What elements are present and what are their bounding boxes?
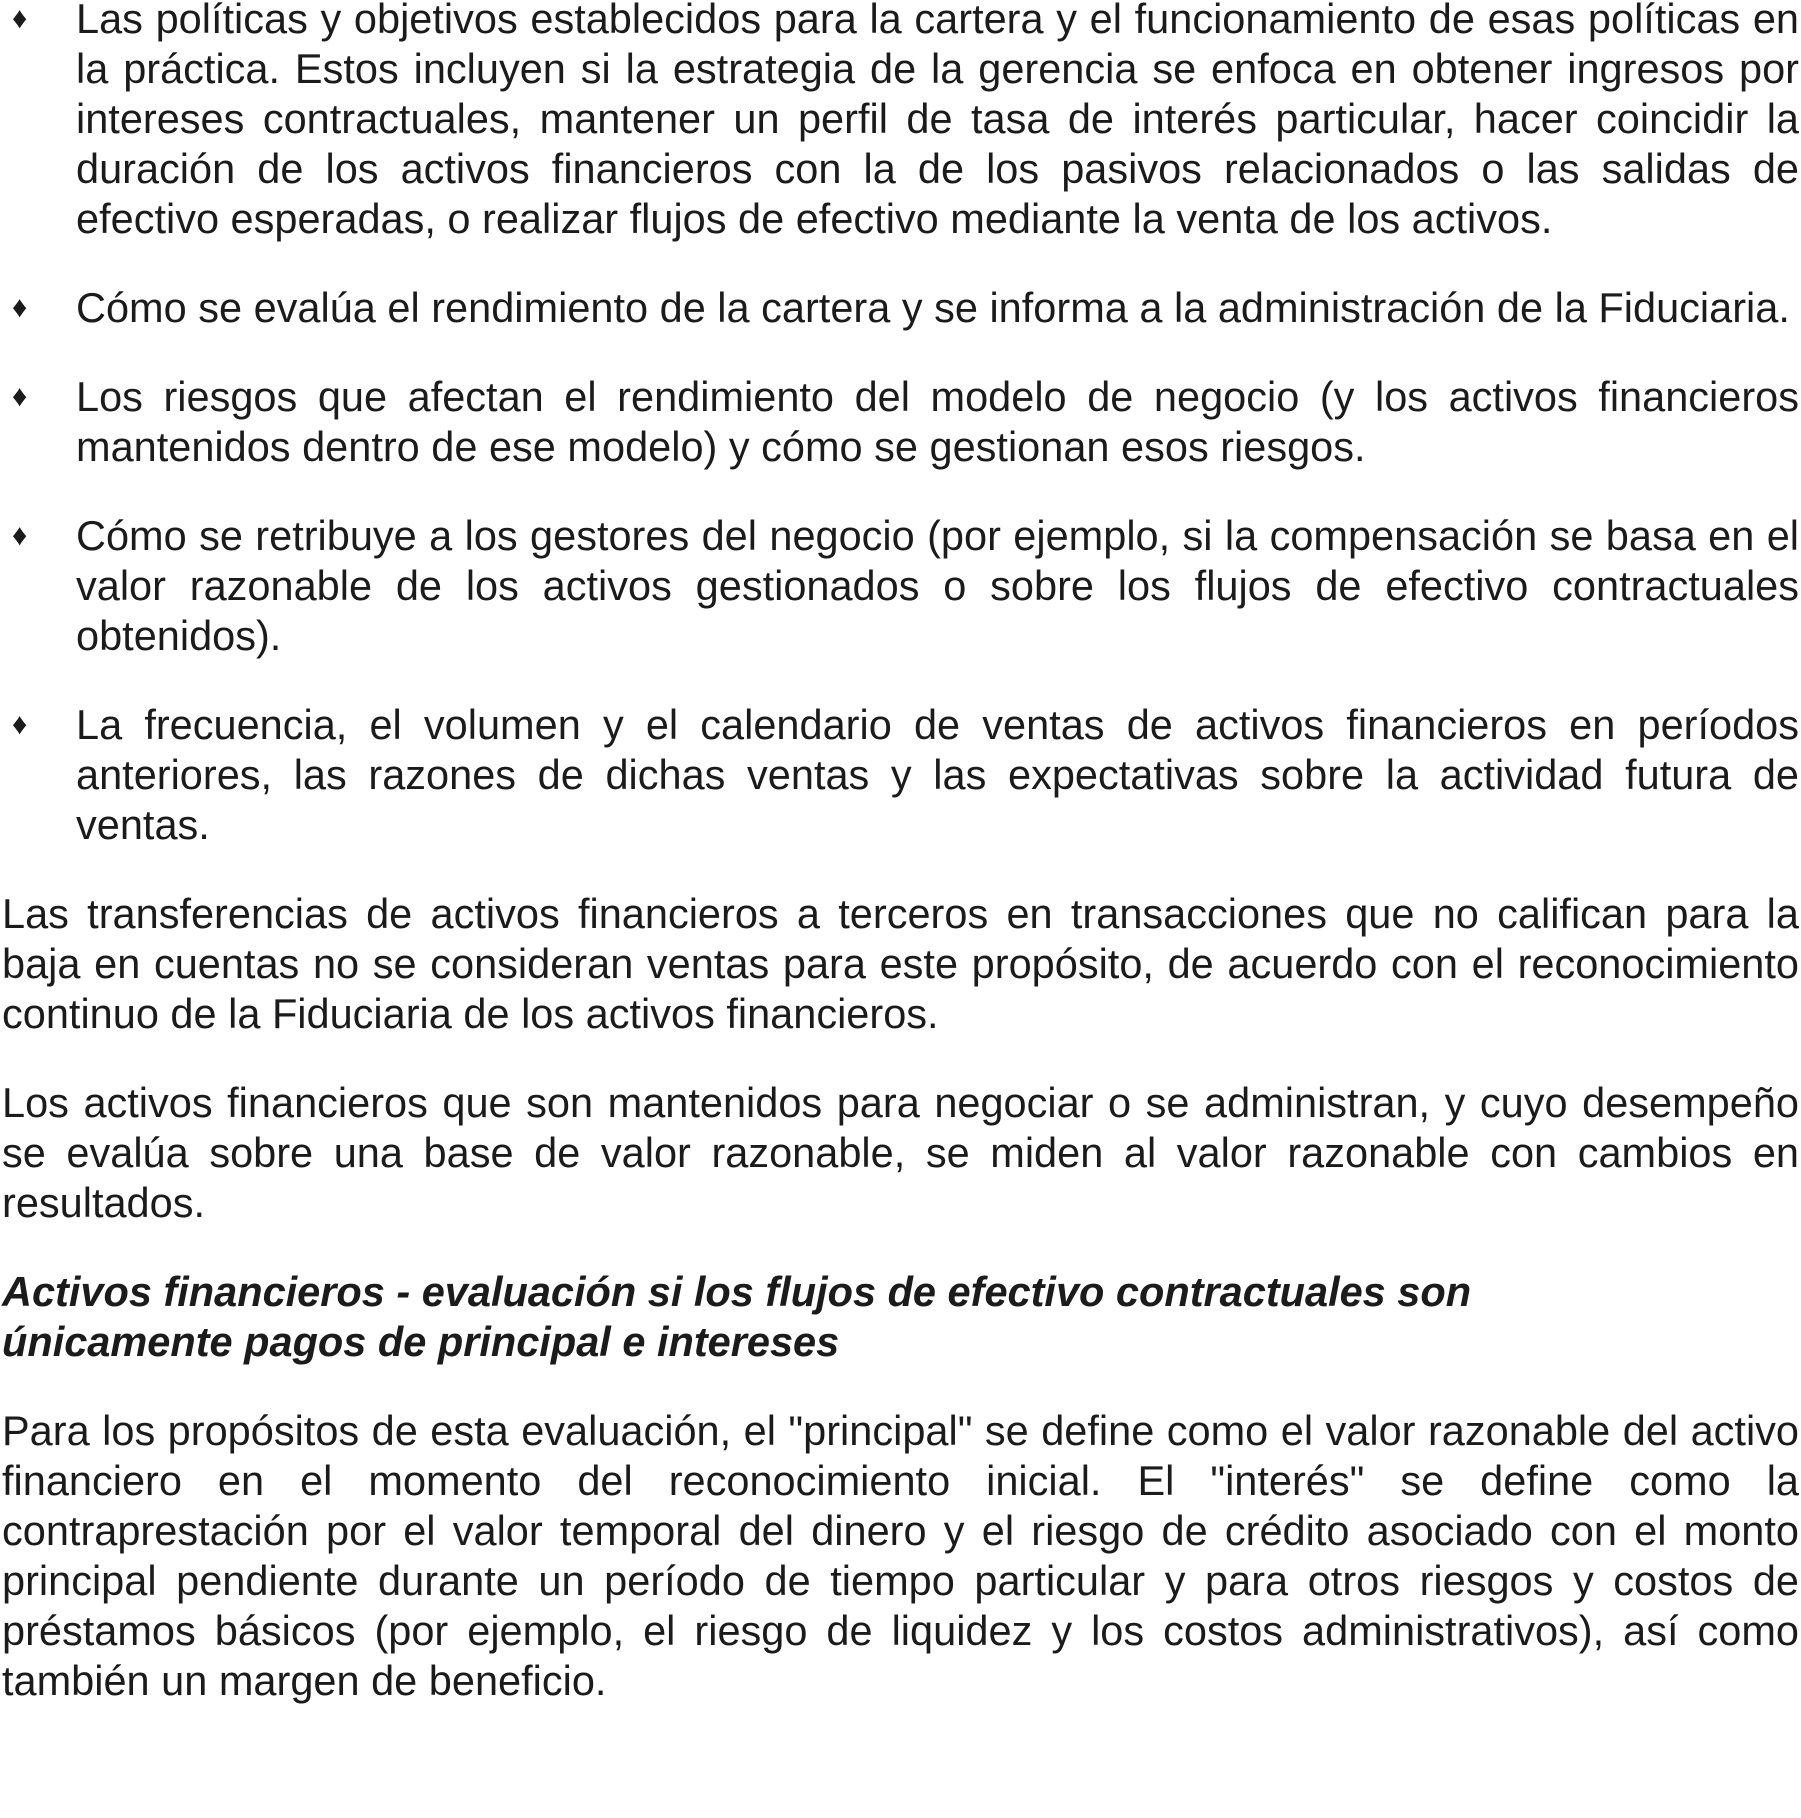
list-item [2,0,1799,244]
section-heading [2,1267,1799,1367]
section-heading-line-2: únicamente pagos de principal e intereses [2,1318,840,1365]
bullet-text: Cómo se retribuye a los gestores del negocio (por ejemplo, si la compensación se basa en el valor razonable de los activos gestionados o sobre los flujos de efectivo contractuales obtenidos). [76,512,1799,659]
bullet-text: La frecuencia, el volumen y el calendario de ventas de activos financieros en períodos anteriores, las razones de dichas ventas y las expectativas sobre la actividad futura de ventas. [76,701,1799,848]
document-page [2,0,1799,1745]
paragraph-principal-interest: Para los propósitos de esta evaluación, el "principal" se define como el valor razonable del activo financiero en el momento del reconocimiento inicial. El "interés" se define como la contraprestación por el valor temporal del dinero y el riesgo de crédito asociado con el monto principal pendiente durante un período de tiempo particular y para otros riesgos y costos de préstamos básicos (por ejemplo, el riesgo de liquidez y los costos administrativos), así como también un margen de beneficio. [2,1407,1799,1704]
bullet-list [2,0,1799,850]
list-item [2,511,1799,661]
diamond-bullet-icon: ♦ [12,708,28,741]
section-heading-line-1: Activos financieros - evaluación si los flujos de efectivo contractuales son [2,1268,1472,1315]
bullet-text: Las políticas y objetivos establecidos para la cartera y el funcionamiento de esas políticas en la práctica. Estos incluyen si la estrategia de la gerencia se enfoca en obtener ingresos por intereses contractuales, mantener un perfil de tasa de interés particular, hacer coincidir la duración de los activos financieros con la de los pasivos relacionados o las salidas de efectivo esperadas, o realizar flujos de efectivo mediante la venta de los activos. [76,0,1799,242]
diamond-bullet-icon: ♦ [12,519,28,552]
paragraph-transfers: Las transferencias de activos financieros a terceros en transacciones que no califican para la baja en cuentas no se consideran ventas para este propósito, de acuerdo con el reconocimiento continuo de la Fiduciaria de los activos financieros. [2,890,1799,1037]
bullet-text: Los riesgos que afectan el rendimiento del modelo de negocio (y los activos financieros mantenidos dentro de ese modelo) y cómo se gestionan esos riesgos. [76,373,1799,470]
list-item [2,700,1799,850]
list-item [2,283,1799,333]
diamond-bullet-icon: ♦ [12,2,28,35]
bullet-text: Cómo se evalúa el rendimiento de la cartera y se informa a la administración de la Fiduciaria. [76,284,1790,331]
diamond-bullet-icon: ♦ [12,380,28,413]
paragraph-fair-value: Los activos financieros que son mantenidos para negociar o se administran, y cuyo desempeño se evalúa sobre una base de valor razonable, se miden al valor razonable con cambios en resultados. [2,1079,1799,1226]
list-item [2,372,1799,472]
diamond-bullet-icon: ♦ [12,291,28,324]
